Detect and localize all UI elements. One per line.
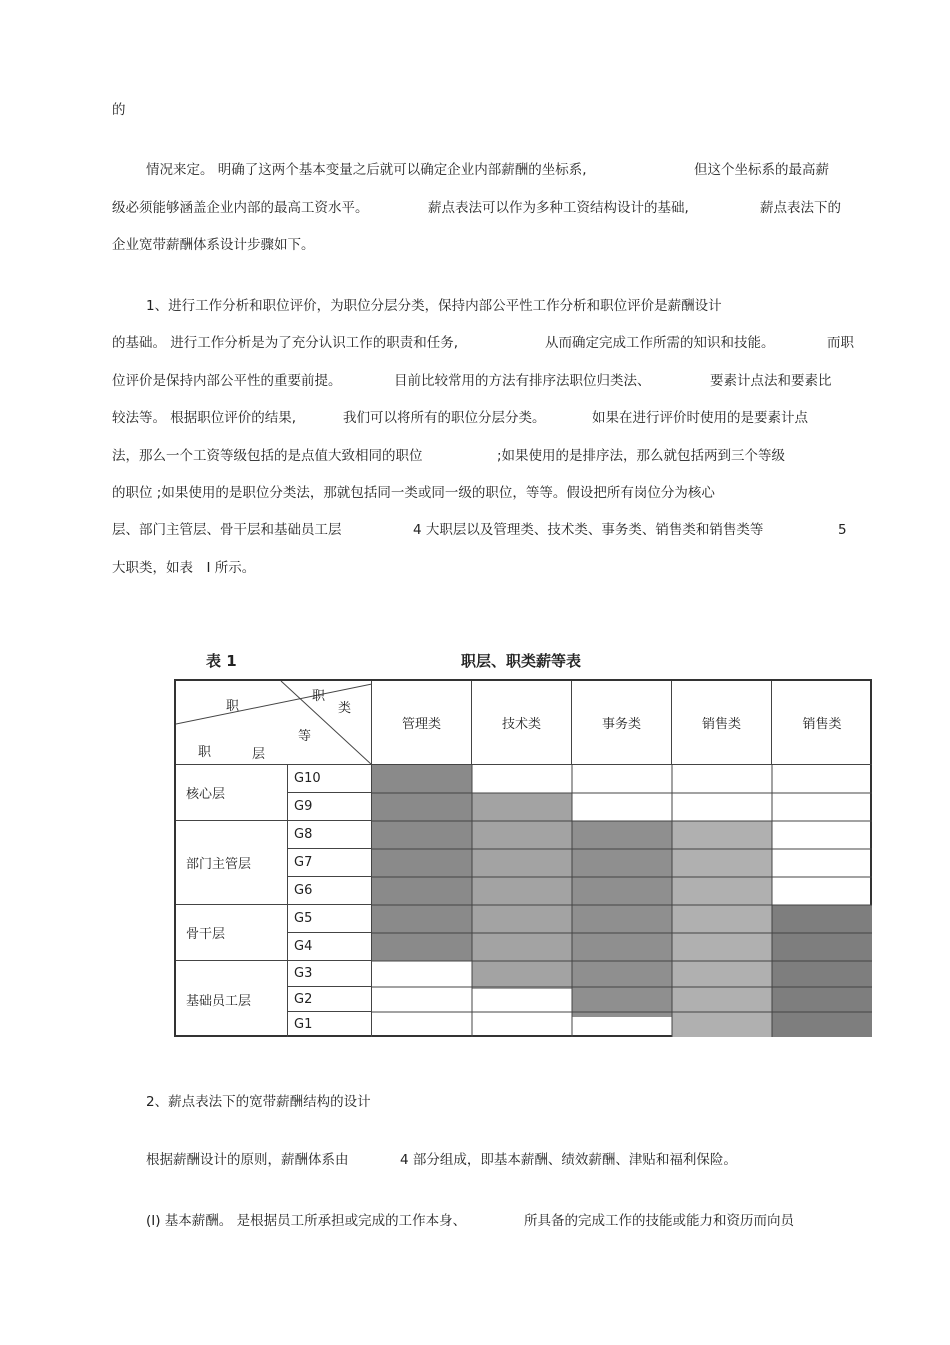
paragraph-fragment: 的 — [112, 102, 126, 118]
table-title: 职层、职类薪等表 — [461, 652, 582, 670]
paragraph-line: 层、部门主管层、骨干层和基础员工层 — [112, 522, 342, 538]
grade-cell: G9 — [288, 793, 372, 821]
band-sales-1 — [672, 821, 772, 1037]
paragraph-line: 根据薪酬设计的原则，薪酬体系由 — [146, 1152, 349, 1168]
paragraph-line: 从而确定完成工作所需的知识和技能。 — [545, 335, 775, 351]
header-label: 职 — [226, 699, 240, 714]
grade-grid — [372, 765, 872, 1037]
paragraph-line: 薪点表法下的 — [760, 200, 841, 216]
section-heading: 2、薪点表法下的宽带薪酬结构的设计 — [146, 1094, 371, 1110]
column-header: 销售类 — [672, 681, 772, 765]
paragraph-line: 1、进行工作分析和职位评价，为职位分层分类，保持内部公平性工作分析和职位评价是薪酬设计 — [146, 298, 722, 314]
band-management — [372, 765, 472, 961]
grade-cell: G5 — [288, 905, 372, 933]
paragraph-line: 5 — [838, 522, 847, 538]
paragraph-line: 我们可以将所有的职位分层分类。 — [343, 410, 546, 426]
header-label: 层 — [252, 747, 266, 762]
grade-cell: G1 — [288, 1012, 372, 1037]
layer-cell: 骨干层 — [176, 905, 288, 961]
grade-cell: G3 — [288, 961, 372, 987]
paragraph-line: 薪点表法可以作为多种工资结构设计的基础, — [428, 200, 689, 216]
paragraph-line: 企业宽带薪酬体系设计步骤如下。 — [112, 237, 315, 253]
grade-cell: G8 — [288, 821, 372, 849]
paragraph-line: 而职 — [827, 335, 854, 351]
column-header: 管理类 — [372, 681, 472, 765]
paragraph-line: 位评价是保持内部公平性的重要前提。 — [112, 373, 342, 389]
paragraph-line: (I) 基本薪酬。 是根据员工所承担或完成的工作本身、 — [146, 1213, 467, 1229]
band-sales-2 — [772, 905, 872, 1037]
paragraph-line: 情况来定。 明确了这两个基本变量之后就可以确定企业内部薪酬的坐标系, — [146, 162, 587, 178]
header-label: 职 — [198, 745, 212, 760]
header-label: 等 — [298, 729, 312, 744]
layer-cell: 基础员工层 — [176, 961, 288, 1037]
grade-cell: G10 — [288, 765, 372, 793]
paragraph-line: 所具备的完成工作的技能或能力和资历而向员 — [524, 1213, 794, 1229]
paragraph-line: 目前比较常用的方法有排序法职位归类法、 — [394, 373, 651, 389]
paragraph-line: 法，那么一个工资等级包括的是点值大致相同的职位 — [112, 448, 423, 464]
column-header: 技术类 — [472, 681, 572, 765]
header-label: 类 — [338, 701, 352, 716]
column-header: 销售类 — [772, 681, 872, 765]
paragraph-line: 4 部分组成，即基本薪酬、绩效薪酬、津贴和福利保险。 — [400, 1152, 737, 1168]
paragraph-line: 较法等。 根据职位评价的结果, — [112, 410, 297, 426]
layer-cell: 部门主管层 — [176, 821, 288, 905]
header-label: 职 — [312, 689, 326, 704]
grade-cell: G6 — [288, 877, 372, 905]
paragraph-line: 4 大职层以及管理类、技术类、事务类、销售类和销售类等 — [413, 522, 764, 538]
paragraph-line: 要素计点法和要素比 — [710, 373, 832, 389]
paragraph-line: 如果在进行评价时使用的是要素计点 — [592, 410, 808, 426]
band-technical — [472, 793, 572, 989]
salary-grade-table — [174, 679, 872, 1037]
paragraph-line: 但这个坐标系的最高薪 — [694, 162, 829, 178]
paragraph-line: 的基础。 进行工作分析是为了充分认识工作的职责和任务, — [112, 335, 459, 351]
band-administrative — [572, 821, 672, 1017]
paragraph-line: 大职类，如表 I 所示。 — [112, 560, 256, 576]
table-label: 表 1 — [206, 652, 237, 670]
paragraph-line: ;如果使用的是排序法，那么就包括两到三个等级 — [497, 448, 786, 464]
grade-cell: G4 — [288, 933, 372, 961]
paragraph-line: 级必须能够涵盖企业内部的最高工资水平。 — [112, 200, 369, 216]
grade-cell: G2 — [288, 987, 372, 1012]
grade-cell: G7 — [288, 849, 372, 877]
layer-cell: 核心层 — [176, 765, 288, 821]
paragraph-line: 的职位 ;如果使用的是职位分类法，那就包括同一类或同一级的职位，等等。假设把所有岗位分为核心 — [112, 485, 715, 501]
column-header: 事务类 — [572, 681, 672, 765]
